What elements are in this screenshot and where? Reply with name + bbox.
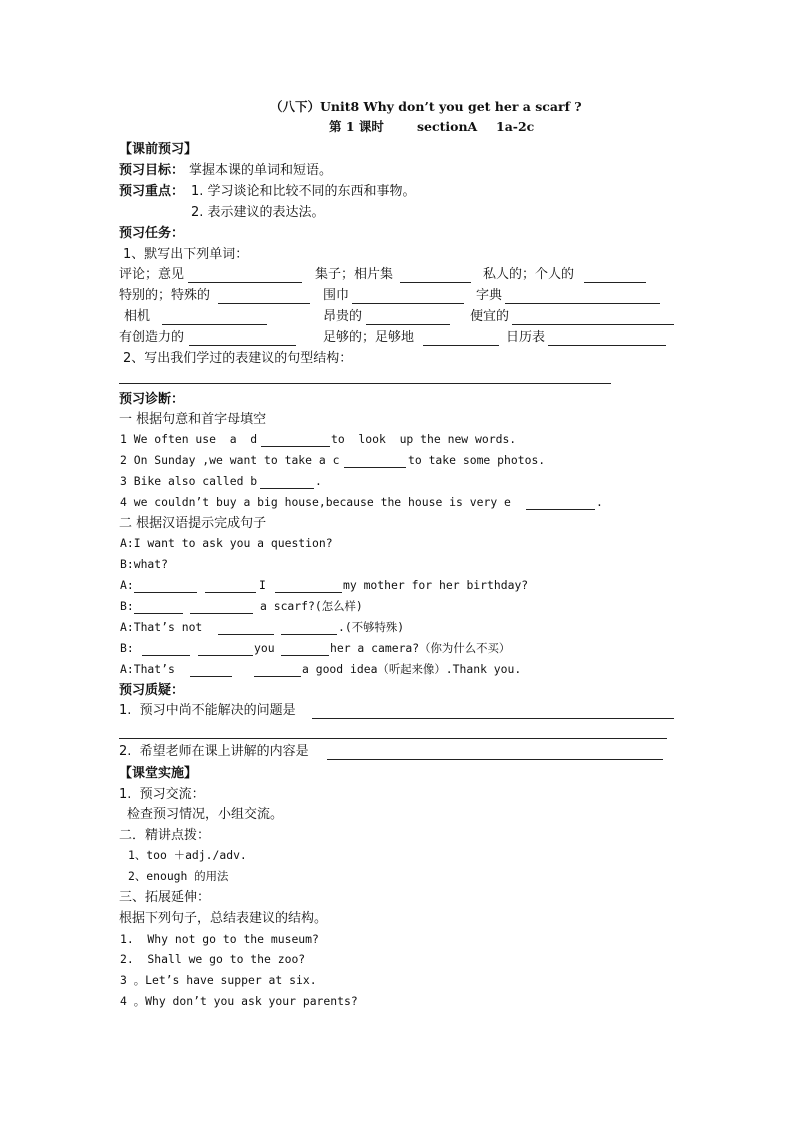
word-prompt: 评论；意见 xyxy=(119,267,185,282)
question-2-start: 2 On Sunday ,we want to take a c xyxy=(120,453,340,467)
diagnosis-heading: 预习诊断： xyxy=(119,392,185,407)
answer-blank[interactable] xyxy=(190,613,253,614)
answer-blank[interactable] xyxy=(260,488,314,489)
answer-blank[interactable] xyxy=(344,467,406,468)
example-sentence-4: 4 。Why don’t you ask your parents? xyxy=(120,994,358,1008)
part1-title: 一 根据句意和首字母填空 xyxy=(119,412,267,427)
answer-blank[interactable] xyxy=(261,446,330,447)
lesson-number: 第 1 课时 xyxy=(329,119,384,134)
section-range: 1a-2c xyxy=(496,119,535,134)
question-3-end: . xyxy=(315,474,322,488)
question-4-end: . xyxy=(596,495,603,509)
answer-blank[interactable] xyxy=(366,324,450,325)
example-sentence-3: 3 。Let’s have supper at six. xyxy=(120,973,317,987)
word-prompt: 相机 xyxy=(124,309,151,324)
word-prompt: 字典 xyxy=(476,288,503,303)
dialogue-speaker: A:That’s not xyxy=(120,620,203,634)
word-prompt: 昂贵的 xyxy=(323,309,363,324)
answer-blank[interactable] xyxy=(189,345,296,346)
answer-line[interactable] xyxy=(119,738,667,739)
section-label: sectionA xyxy=(417,119,478,134)
dialogue-text: .(不够特殊) xyxy=(338,620,405,634)
answer-blank[interactable] xyxy=(548,345,666,346)
question-4-start: 4 we couldn’t buy a big house,because the house is very e xyxy=(120,495,511,509)
dialogue-text: my mother for her birthday? xyxy=(343,578,529,592)
answer-line[interactable] xyxy=(327,759,663,760)
question-2-end: to take some photos. xyxy=(408,453,546,467)
step-2-item-2: 2、enough 的用法 xyxy=(128,869,229,883)
goal-text: 掌握本课的单词和短语。 xyxy=(189,163,333,178)
answer-blank[interactable] xyxy=(188,282,302,283)
answer-blank[interactable] xyxy=(198,655,253,656)
answer-blank[interactable] xyxy=(134,592,197,593)
dialogue-text: her a camera?（你为什么不买） xyxy=(330,641,511,655)
question-1-end: to look up the new words. xyxy=(331,432,517,446)
answer-blank[interactable] xyxy=(254,676,301,677)
answer-blank[interactable] xyxy=(134,613,183,614)
dialogue-speaker: B: xyxy=(120,599,134,613)
dialogue-line-1: A:I want to ask you a question? xyxy=(120,536,333,550)
dialogue-text: a good idea（听起来像）.Thank you. xyxy=(302,662,522,676)
step-3-text: 根据下列句子，总结表建议的结构。 xyxy=(119,911,328,926)
answer-blank[interactable] xyxy=(162,324,267,325)
doubt-question-1: 1. 预习中尚不能解决的问题是 xyxy=(119,703,296,718)
dialogue-text: I xyxy=(259,578,266,592)
answer-blank[interactable] xyxy=(281,634,337,635)
answer-blank[interactable] xyxy=(505,303,660,304)
question-1-start: 1 We often use a d xyxy=(120,432,258,446)
answer-blank[interactable] xyxy=(218,634,274,635)
word-prompt: 特别的；特殊的 xyxy=(119,288,211,303)
worksheet-title: （八下）Unit8 Why don’t you get her a scarf ? xyxy=(270,99,582,114)
focus-item-2: 2. 表示建议的表达法。 xyxy=(191,205,325,220)
step-2-title: 二．精讲点拨： xyxy=(119,828,211,843)
word-prompt: 有创造力的 xyxy=(119,330,185,345)
answer-blank[interactable] xyxy=(218,303,310,304)
step-1-title: 1. 预习交流： xyxy=(119,787,205,802)
question-3-start: 3 Bike also called b xyxy=(120,474,258,488)
word-prompt: 足够的；足够地 xyxy=(323,330,415,345)
answer-blank[interactable] xyxy=(205,592,256,593)
focus-item-1: 1. 学习谈论和比较不同的东西和事物。 xyxy=(191,184,416,199)
word-prompt: 围巾 xyxy=(323,288,350,303)
word-prompt: 日历表 xyxy=(506,330,546,345)
example-sentence-2: 2. Shall we go to the zoo? xyxy=(120,952,306,966)
example-sentence-1: 1. Why not go to the museum? xyxy=(120,932,319,946)
task-1: 1、默写出下列单词： xyxy=(123,247,249,262)
answer-line[interactable] xyxy=(312,718,674,719)
dialogue-text: a scarf?(怎么样) xyxy=(260,599,363,613)
step-2-item-1: 1、too ＋adj./adv. xyxy=(128,848,247,862)
answer-blank[interactable] xyxy=(352,303,464,304)
word-prompt: 集子；相片集 xyxy=(315,267,394,282)
answer-blank[interactable] xyxy=(275,592,342,593)
doubts-heading: 预习质疑： xyxy=(119,683,185,698)
answer-blank[interactable] xyxy=(526,509,595,510)
doubt-question-2: 2. 希望老师在课上讲解的内容是 xyxy=(119,744,309,759)
word-prompt: 私人的；个人的 xyxy=(483,267,575,282)
dialogue-line-2: B:what? xyxy=(120,557,169,571)
answer-blank[interactable] xyxy=(190,676,232,677)
goal-label: 预习目标： xyxy=(119,163,185,178)
answer-blank[interactable] xyxy=(423,345,499,346)
answer-line[interactable] xyxy=(119,383,611,384)
task-2: 2、写出我们学过的表建议的句型结构： xyxy=(123,351,353,366)
dialogue-speaker: B: xyxy=(120,641,134,655)
word-prompt: 便宜的 xyxy=(470,309,510,324)
classroom-heading: 【课堂实施】 xyxy=(119,766,198,781)
dialogue-speaker: A: xyxy=(120,578,134,592)
dialogue-text: you xyxy=(254,641,275,655)
answer-blank[interactable] xyxy=(512,324,674,325)
answer-blank[interactable] xyxy=(400,282,471,283)
preview-heading: 【课前预习】 xyxy=(119,142,198,157)
answer-blank[interactable] xyxy=(142,655,190,656)
answer-blank[interactable] xyxy=(584,282,646,283)
focus-label: 预习重点： xyxy=(119,184,185,199)
step-3-title: 三、拓展延伸： xyxy=(119,890,211,905)
step-1-text: 检查预习情况，小组交流。 xyxy=(127,807,284,822)
part2-title: 二 根据汉语提示完成句子 xyxy=(119,516,267,531)
task-label: 预习任务： xyxy=(119,226,185,241)
dialogue-speaker: A:That’s xyxy=(120,662,175,676)
answer-blank[interactable] xyxy=(281,655,329,656)
